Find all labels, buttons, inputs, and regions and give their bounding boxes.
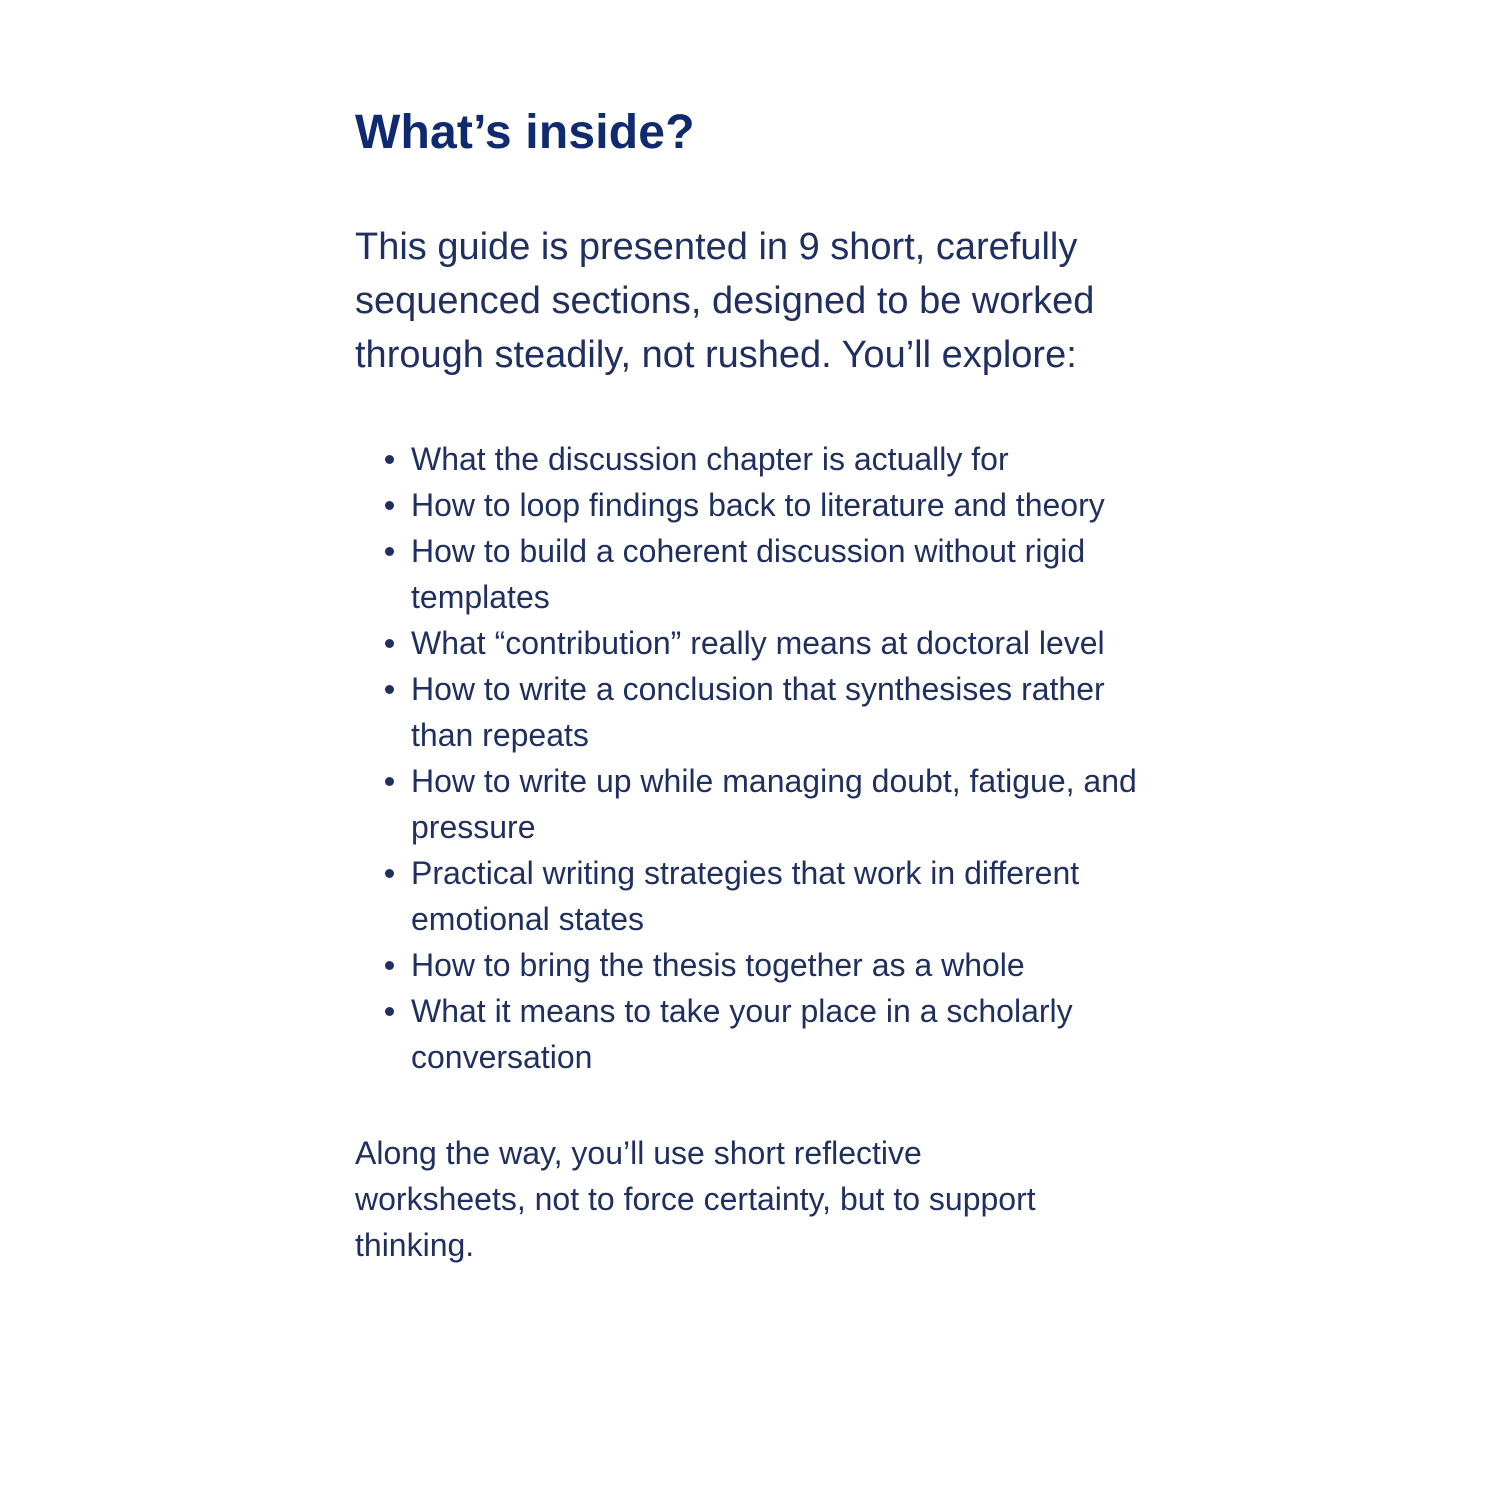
list-item	[355, 850, 1151, 942]
list-item	[355, 666, 1151, 758]
bullet-icon	[385, 685, 394, 694]
list-item	[355, 988, 1151, 1080]
bullet-icon	[385, 1007, 394, 1016]
list-item-text: What it means to take your place in a scholarly conversation	[411, 993, 1073, 1075]
intro-paragraph: This guide is presented in 9 short, carefully sequenced sections, designed to be worked through steadily, not rushed. You’ll explore:	[355, 226, 1095, 376]
closing-paragraph: Along the way, you’ll use short reflective worksheets, not to force certainty, but to support thinking.	[355, 1135, 1036, 1263]
list-item	[355, 436, 1151, 482]
page-title: What’s inside?	[355, 106, 695, 159]
list-item-text: What “contribution” really means at doctoral level	[411, 625, 1105, 661]
bullet-icon	[385, 869, 394, 878]
list-item-text: Practical writing strategies that work in different emotional states	[411, 855, 1080, 937]
bullet-icon	[385, 639, 394, 648]
bullet-icon	[385, 777, 394, 786]
contents-list	[355, 436, 1155, 1080]
list-item	[355, 942, 1151, 988]
page-content	[355, 104, 1155, 1268]
list-item-text: How to write a conclusion that synthesises rather than repeats	[411, 671, 1105, 753]
bullet-icon	[385, 961, 394, 970]
list-item	[355, 620, 1151, 666]
bullet-icon	[385, 547, 394, 556]
bullet-icon	[385, 455, 394, 464]
list-item	[355, 758, 1151, 850]
list-item-text: How to write up while managing doubt, fatigue, and pressure	[411, 763, 1137, 845]
list-item-text: How to build a coherent discussion without rigid templates	[411, 533, 1086, 615]
list-item	[355, 528, 1151, 620]
bullet-icon	[385, 501, 394, 510]
list-item-text: What the discussion chapter is actually for	[411, 441, 1009, 477]
list-item-text: How to bring the thesis together as a whole	[411, 947, 1025, 983]
list-item-text: How to loop findings back to literature and theory	[411, 487, 1105, 523]
list-item	[355, 482, 1151, 528]
